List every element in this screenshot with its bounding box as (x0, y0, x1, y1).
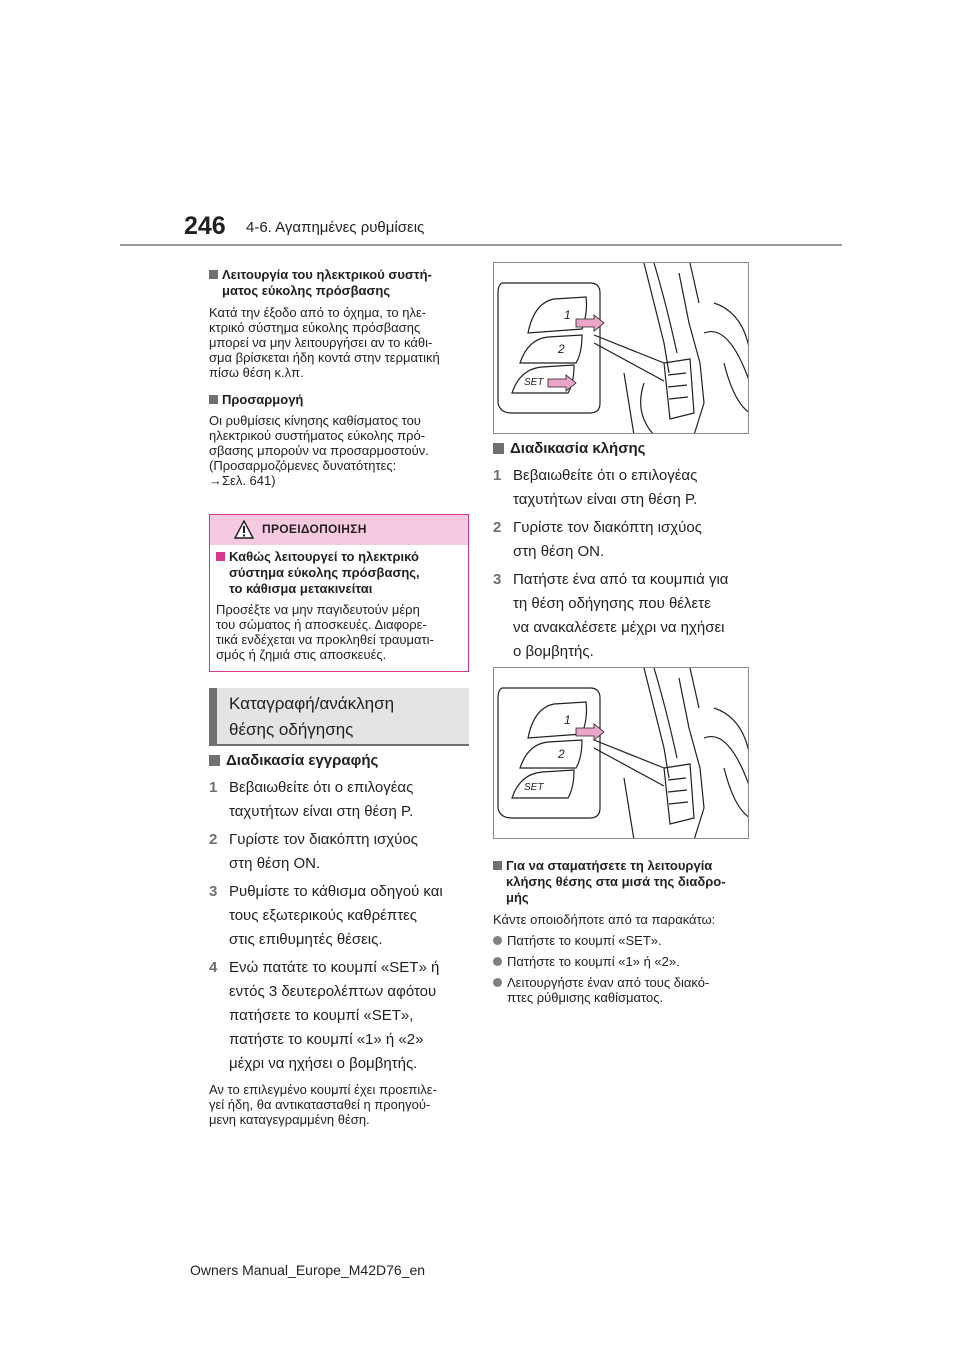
memory-switch-illustration (494, 263, 749, 434)
button-1-label: 1 (564, 308, 571, 322)
stop-recall-section (493, 858, 763, 1005)
set-button-label: SET (524, 782, 544, 793)
page-number: 246 (184, 212, 226, 240)
figure-recording-buttons (493, 262, 749, 434)
caution-header (210, 515, 468, 545)
round-bullet-icon (493, 936, 502, 945)
recording-procedure (209, 752, 471, 1127)
round-bullet-icon (493, 978, 502, 987)
set-button-label: SET (524, 377, 544, 388)
left-column (209, 267, 471, 488)
press-arrow-icon (548, 375, 576, 391)
figure-recall-buttons (493, 667, 749, 839)
caution-box (209, 514, 469, 672)
square-bullet-icon (493, 861, 502, 870)
recall-step-1: 1 Βεβαιωθείτε ότι ο επιλογέας ταχυτήτων είναι στη θέση P. (493, 467, 698, 508)
section-heading: Καταγραφή/ανάκληση θέσης οδήγησης (209, 688, 469, 746)
stop-recall-bullet-3: Λειτουργήστε έναν από τους διακό- πτες ρύθμισης καθίσματος. (493, 975, 763, 1005)
recording-note: Αν το επιλεγμένο κουμπί έχει προεπιλε- γεί ήδη, θα αντικατασταθεί η προηγού- μενη καταγεγραμμένη θέση. (209, 1082, 437, 1127)
heading-recording: Διαδικασία εγγραφής (209, 752, 471, 770)
caution-title: ΠΡΟΕΙΔΟΠΟΙΗΣΗ (262, 522, 367, 536)
recording-step-2: 2 Γυρίστε τον διακόπτη ισχύος στη θέση ON. (209, 831, 418, 872)
stop-recall-bullet-2: Πατήστε το κουμπί «1» ή «2». (493, 954, 763, 969)
heading-customization: Προσαρμογή (209, 392, 471, 408)
customization-paragraph: Οι ρυθμίσεις κίνησης καθίσματος του ηλεκτρικού συστήματος εύκολης πρό- σβασης μπορούν να προσαρμοστούν. (Προσαρμοζόμενες δυνατότητες: →Σελ. 641) (209, 413, 429, 488)
easy-access-paragraph: Κατά την έξοδο από το όχημα, το ηλε- κτρικό σύστημα εύκολης πρόσβασης μπορεί να μην λειτουργήσει αν το κάθι- σμα βρίσκεται ήδη κοντά στην τερματική πίσω θέση κ.λπ. (209, 305, 440, 380)
memory-switch-illustration (494, 668, 749, 839)
square-bullet-icon (216, 552, 225, 561)
button-2-label: 2 (558, 342, 565, 356)
stop-recall-bullet-1: Πατήστε το κουμπί «SET». (493, 933, 763, 948)
caution-body: Προσέξτε να μην παγιδευτούν μέρη του σώματος ή αποσκευές. Διαφορε- τικά ενδέχεται να προκληθεί τραυματι- σμός ή ζημιά στις αποσκευές. (216, 602, 434, 662)
square-bullet-icon (209, 755, 220, 766)
recall-procedure (493, 440, 763, 664)
recording-step-1: 1 Βεβαιωθείτε ότι ο επιλογέας ταχυτήτων είναι στη θέση P. (209, 779, 414, 820)
recording-step-4: 4 Ενώ πατάτε το κουμπί «SET» ή εντός 3 δευτερολέπτων αφότου πατήσετε το κουμπί «SET», πατήστε το κουμπί «1» ή «2» μέχρι να ηχήσει ο βομβητής. (209, 959, 440, 1072)
round-bullet-icon (493, 957, 502, 966)
square-bullet-icon (493, 443, 504, 454)
heading-easy-access: Λειτουργία του ηλεκτρικού συστή- ματος εύκολης πρόσβασης (209, 267, 471, 299)
recording-step-3: 3 Ρυθμίστε το κάθισμα οδηγού και τους εξωτερικούς καθρέπτες στις επιθυμητές θέσεις. (209, 883, 443, 948)
caution-heading: Καθώς λειτουργεί το ηλεκτρικό σύστημα εύκολης πρόσβασης, το κάθισμα μετακινείται (216, 549, 462, 597)
square-bullet-icon (209, 395, 218, 404)
heading-recall: Διαδικασία κλήσης (493, 440, 763, 458)
button-2-label: 2 (558, 747, 565, 761)
section-title: 4-6. Αγαπημένες ρυθμίσεις (246, 219, 425, 236)
heading-stop-recall: Για να σταματήσετε τη λειτουργία κλήσης θέσης στα μισά της διαδρο- μής (493, 858, 763, 906)
square-bullet-icon (209, 270, 218, 279)
recall-step-3: 3 Πατήστε ένα από τα κουμπιά για τη θέση οδήγησης που θέλετε να ανακαλέσετε μέχρι να ηχήσει ο βομβητής. (493, 571, 729, 660)
warning-triangle-icon (234, 520, 254, 539)
footer-text: Owners Manual_Europe_M42D76_en (190, 1262, 426, 1278)
header-divider (120, 244, 842, 246)
stop-recall-intro: Κάντε οποιοδήποτε από τα παρακάτω: (493, 912, 716, 927)
recall-step-2: 2 Γυρίστε τον διακόπτη ισχύος στη θέση ON. (493, 519, 702, 560)
button-1-label: 1 (564, 713, 571, 727)
